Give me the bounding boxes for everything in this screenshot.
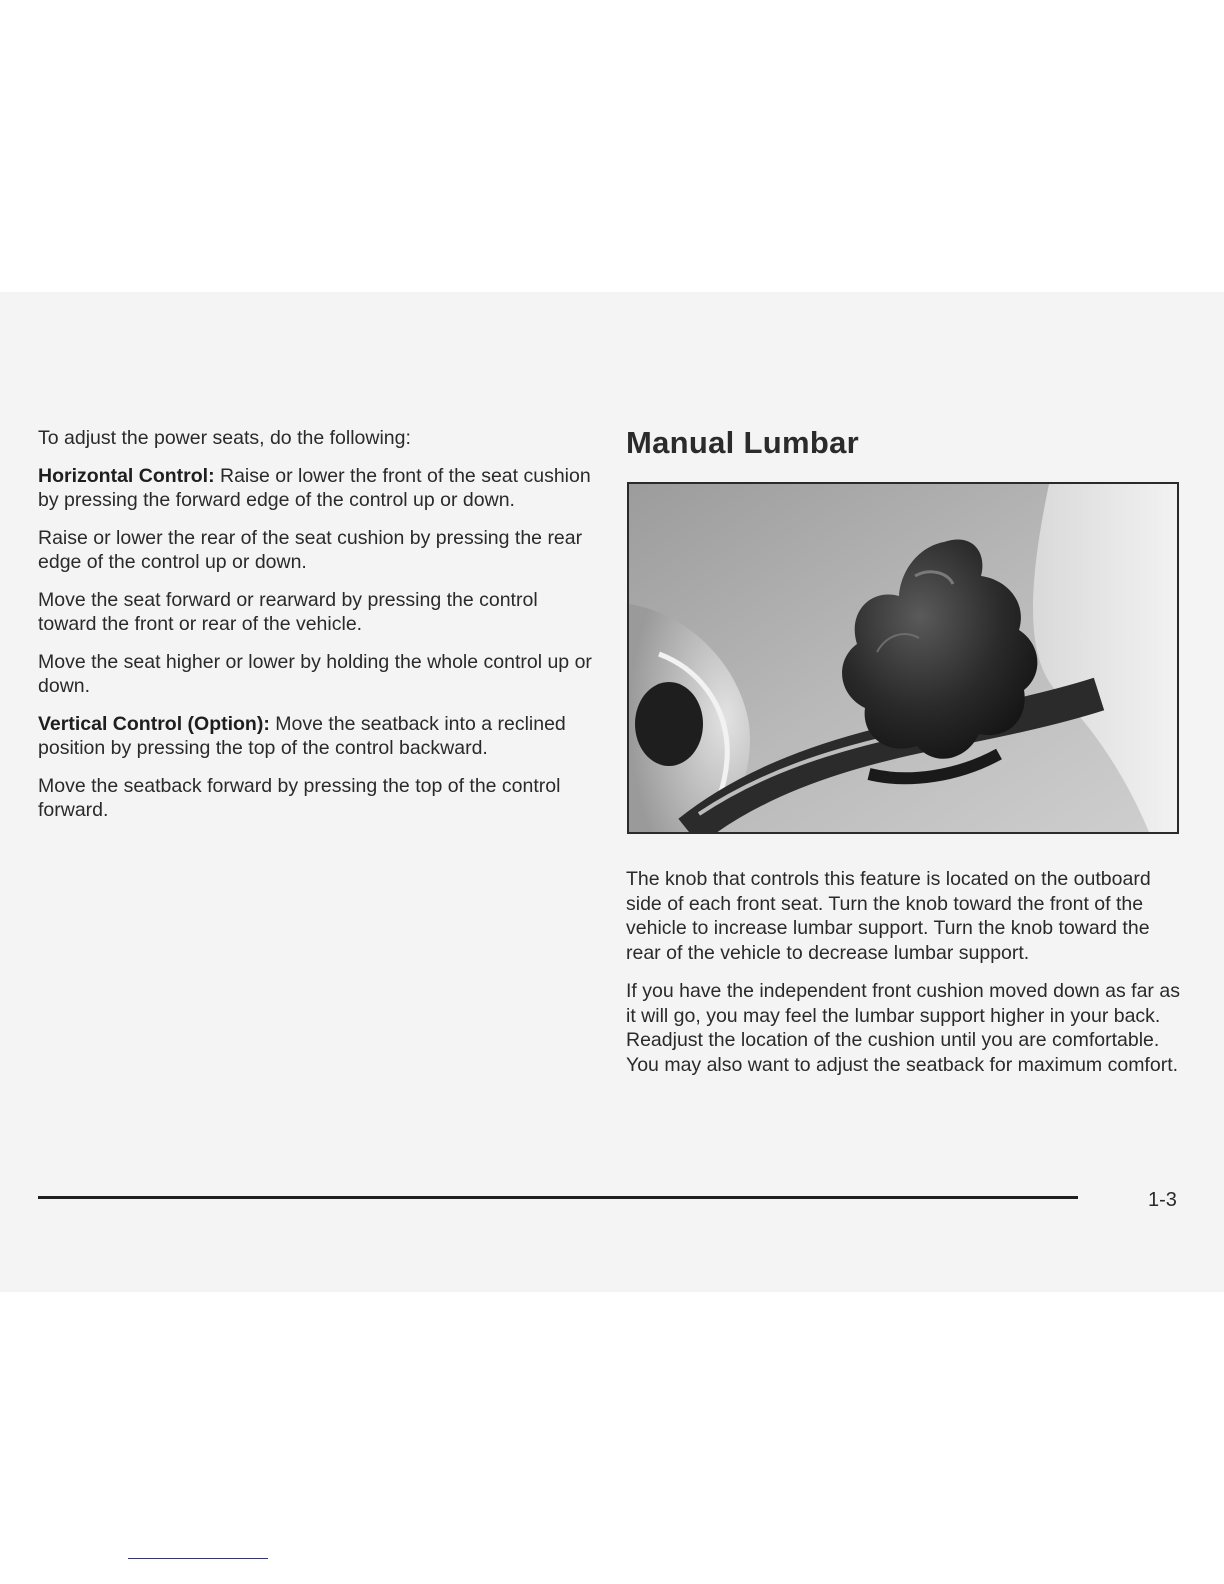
rear-cushion-paragraph: Raise or lower the rear of the seat cushion by pressing the rear edge of the control up or down.: [38, 527, 583, 573]
horizontal-control-label: Horizontal Control:: [38, 465, 215, 487]
vertical-control-text: Move the seatback into a reclined position by pressing the top of the control backward.: [38, 713, 566, 759]
seatback-forward-paragraph: Move the seatback forward by pressing the top of the control forward.: [38, 775, 561, 821]
cushion-adjust-paragraph: If you have the independent front cushion moved down as far as it will go, you may feel the lumbar support higher in your back. Readjust the location of the cushion until you are comfortable. You may also want to adjust the seatback for maximum comfort.: [626, 980, 1180, 1076]
horizontal-control-text: Raise or lower the front of the seat cushion by pressing the forward edge of the control up or down.: [38, 465, 591, 511]
page-number: 1-3: [1148, 1189, 1177, 1211]
seat-height-paragraph: Move the seat higher or lower by holding the whole control up or down.: [38, 651, 592, 697]
bottom-divider: [128, 1558, 268, 1559]
left-column: [38, 426, 598, 836]
horizontal-control-paragraph: [38, 464, 598, 512]
vertical-control-label: Vertical Control (Option):: [38, 713, 270, 735]
vertical-control-paragraph: [38, 712, 598, 760]
section-title: Manual Lumbar: [626, 425, 859, 460]
lumbar-knob-photo: [627, 482, 1179, 834]
footer-divider: [38, 1196, 1078, 1199]
seat-forward-paragraph: Move the seat forward or rearward by pressing the control toward the front or rear of the vehicle.: [38, 589, 538, 635]
right-column-text: [626, 867, 1186, 1091]
lumbar-knob-image: [629, 484, 1177, 832]
knob-location-paragraph: The knob that controls this feature is located on the outboard side of each front seat. Turn the knob toward the front of the vehicle to increase lumbar support. Turn the knob toward the rear of the vehicle to decrease lumbar support.: [626, 868, 1151, 964]
intro-paragraph: To adjust the power seats, do the following:: [38, 427, 411, 449]
